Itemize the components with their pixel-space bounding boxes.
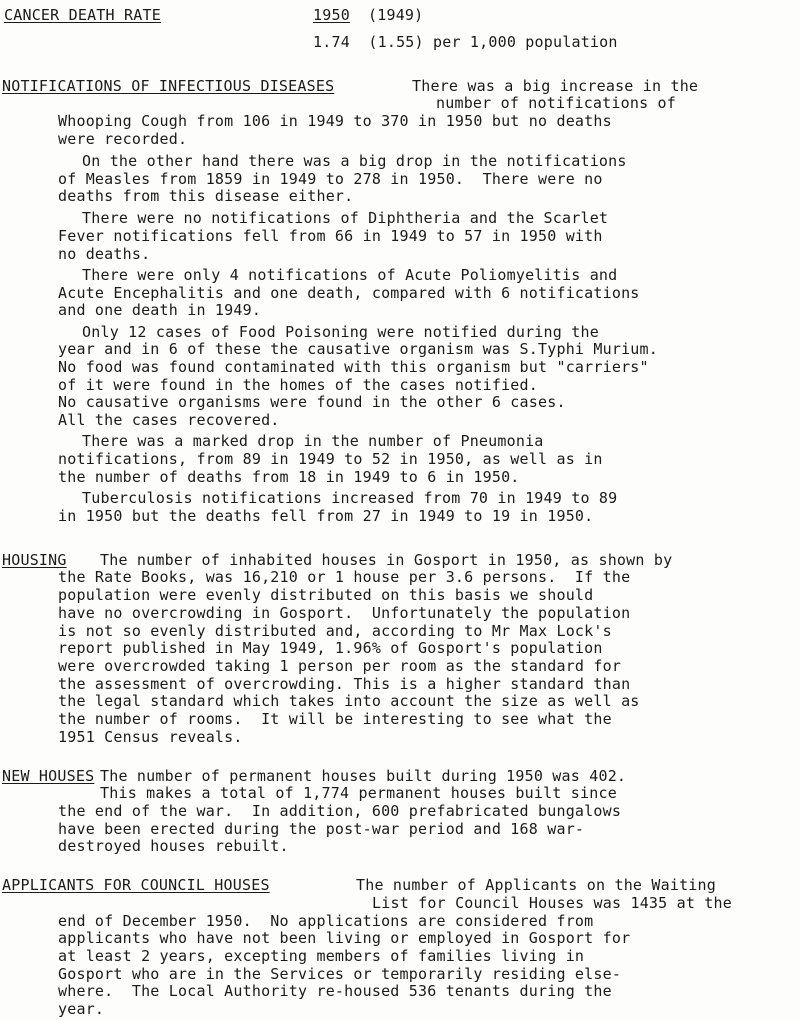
infectious-line: of it were found in the homes of the cases notified. [58,375,538,394]
infectious-line: There were only 4 notifications of Acute Poliomyelitis and [82,266,618,284]
new-houses-line: The number of permanent houses built during 1950 was 402. [100,766,627,785]
new-houses-line: have been erected during the post-war period and 168 war- [58,819,585,838]
infectious-line: All the cases recovered. [58,411,280,429]
housing-line: report published in May 1949, 1.96% of Gosport's population [58,639,603,658]
housing-line: the assessment of overcrowding. This is a higher standard than [58,674,631,693]
housing-line: the number of rooms. It will be interesting to see what the [58,709,612,728]
year-previous: (1949) [368,6,424,24]
cancer-death-rate-label: CANCER DEATH RATE [4,6,161,24]
new-houses-heading: NEW HOUSES [2,766,95,785]
housing-line: 1951 Census reveals. [58,727,243,746]
death-rate-value: 1.74 (1.55) per 1,000 population [313,32,618,51]
housing-heading: HOUSING [2,550,67,569]
new-houses-line: This makes a total of 1,774 permanent houses built since [100,784,617,803]
applicants-line: List for Council Houses was 1435 at the [372,893,732,912]
infectious-line: and one death in 1949. [58,301,262,320]
applicants-line: year. [58,1000,105,1018]
housing-line: The number of inhabited houses in Gosport in 1950, as shown by [100,550,673,569]
infectious-line: No food was found contaminated with this organism but "carriers" [58,358,649,376]
housing-line: the legal standard which takes into account the size as well as [58,692,640,711]
housing-line: the Rate Books, was 16,210 or 1 house per 3.6 persons. If the [58,568,631,587]
infectious-line: were recorded. [58,129,188,148]
infectious-line: There was a big increase in the [412,76,699,95]
applicants-line: end of December 1950. No applications are considered from [58,911,594,930]
applicants-line: Gosport who are in the Services or temporarily residing else- [58,964,622,983]
infectious-line: number of notifications of [436,94,676,113]
infectious-line: There was a marked drop in the number of Pneumonia [82,432,544,451]
applicants-line: The number of Applicants on the Waiting [356,876,716,895]
infectious-line: There were no notifications of Diphtheria and the Scarlet [82,209,609,228]
infectious-line: No causative organisms were found in the other 6 cases. [58,393,566,412]
infectious-line: Fever notifications fell from 66 in 1949 to 57 in 1950 with [58,227,603,246]
infectious-line: of Measles from 1859 in 1949 to 278 in 1950. There were no [58,169,603,188]
infectious-line: no deaths. [58,244,151,263]
infectious-line: Only 12 cases of Food Poisoning were notified during the [82,322,599,341]
year-current: 1950 [313,6,350,24]
applicants-line: applicants who have not been living or employed in Gosport for [58,929,631,948]
infectious-line: Acute Encephalitis and one death, compared with 6 notifications [58,283,640,302]
housing-line: population were evenly distributed on this basis we should [58,586,594,605]
infectious-line: year and in 6 of these the causative organism was S.Typhi Murium. [58,340,658,359]
infectious-line: Whooping Cough from 106 in 1949 to 370 in 1950 but no deaths [58,112,612,131]
infectious-line: deaths from this disease either. [58,187,354,206]
infectious-line: the number of deaths from 18 in 1949 to 6 in 1950. [58,467,520,486]
housing-line: have no overcrowding in Gosport. Unfortunately the population [58,603,631,622]
applicants-line: where. The Local Authority re-housed 536 tenants during the [58,982,612,1001]
infectious-line: notifications, from 89 in 1949 to 52 in 1950, as well as in [58,449,603,468]
infectious-line: On the other hand there was a big drop in the notifications [82,151,627,170]
applicants-heading: APPLICANTS FOR COUNCIL HOUSES [2,876,270,895]
infectious-line: Tuberculosis notifications increased from 70 in 1949 to 89 [82,488,618,507]
new-houses-line: the end of the war. In addition, 600 prefabricated bungalows [58,801,622,820]
new-houses-line: destroyed houses rebuilt. [58,837,289,856]
housing-line: were overcrowded taking 1 person per room as the standard for [58,656,622,675]
housing-line: is not so evenly distributed and, according to Mr Max Lock's [58,621,612,640]
infectious-line: in 1950 but the deaths fell from 27 in 1949 to 19 in 1950. [58,506,594,525]
infectious-heading: NOTIFICATIONS OF INFECTIOUS DISEASES [2,76,335,95]
applicants-line: at least 2 years, excepting members of families living in [58,946,585,965]
